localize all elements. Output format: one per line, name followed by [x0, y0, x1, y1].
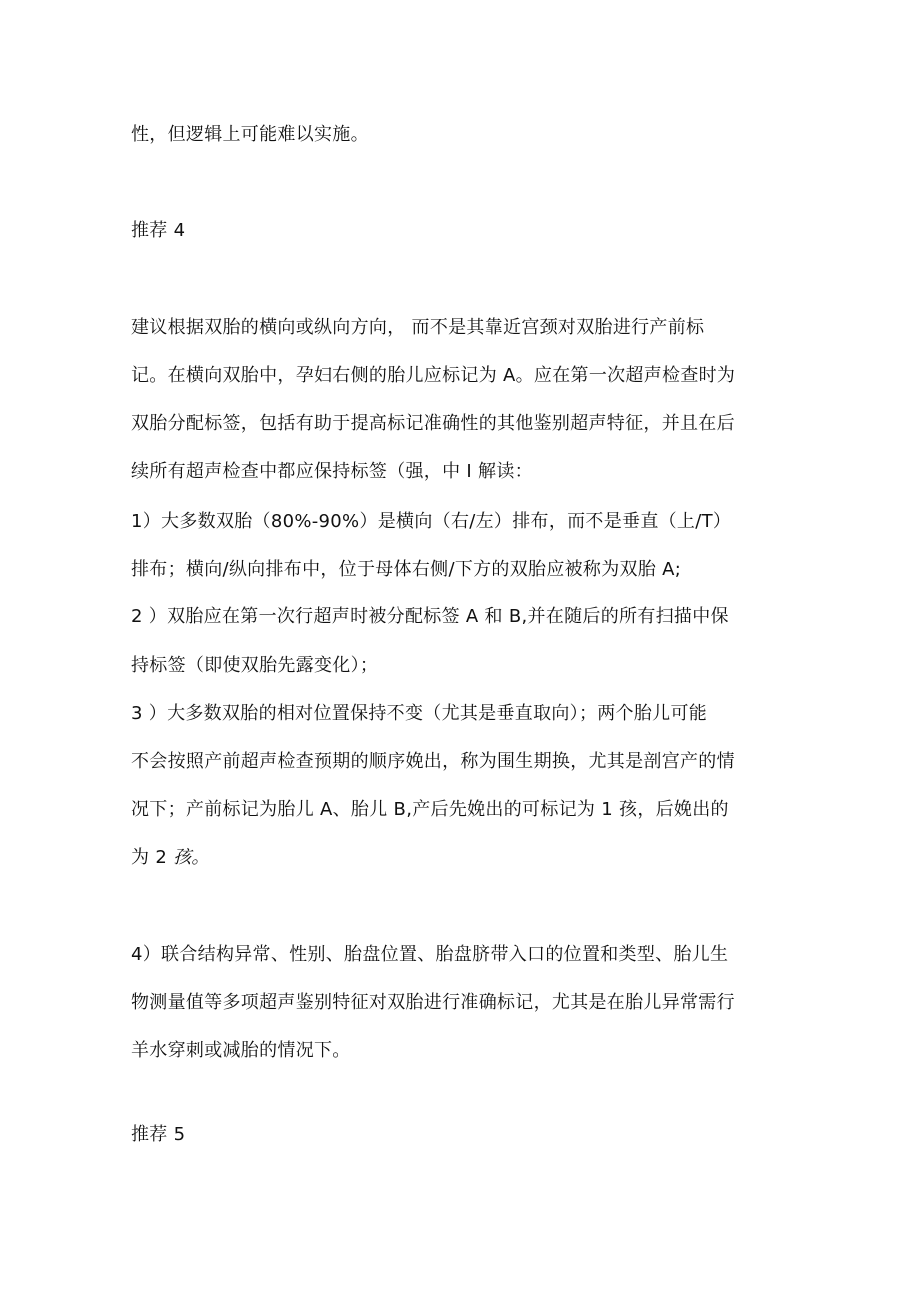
point2-line-1: 2 ）双胎应在第一次行超声时被分配标签 A 和 B,并在随后的所有扫描中保 — [131, 606, 729, 627]
point4-line-1: 4）联合结构异常、性别、胎盘位置、胎盘脐带入口的位置和类型、胎儿生 — [131, 944, 729, 965]
point3-line-1: 3 ）大多数双胎的相对位置保持不变（尤其是垂直取向）；两个胎儿可能 — [131, 703, 708, 724]
rec4-line-3: 双胎分配标签，包括有助于提高标记准确性的其他鉴别超声特征，并且在后 — [131, 413, 735, 434]
point4-line-3: 羊水穿刺或减胎的情况下。 — [131, 1040, 351, 1061]
intro-line: 性，但逻辑上可能难以实施。 — [131, 124, 369, 145]
heading-recommendation-5: 推荐 5 — [131, 1124, 186, 1145]
point3-line-3: 况下；产前标记为胎儿 A、胎儿 B,产后先娩出的可标记为 1 孩，后娩出的 — [131, 799, 729, 820]
rec4-line-2: 记。在横向双胎中，孕妇右侧的胎儿应标记为 A。应在第一次超声检查时为 — [131, 365, 736, 386]
point3-line-2: 不会按照产前超声检查预期的顺序娩出，称为围生期换，尤其是剖宫产的情 — [131, 751, 735, 772]
point3-last-script: 孩。 — [173, 847, 210, 868]
point3-line-4 — [131, 846, 210, 870]
point1-line-2: 排布；横向/纵向排布中，位于母体右侧/下方的双胎应被称为双胎 A; — [131, 559, 682, 580]
rec4-line-4: 续所有超声检查中都应保持标签（强，中 I 解读： — [131, 461, 533, 482]
rec4-line-1: 建议根据双胎的横向或纵向方向， 而不是其靠近宫颈对双胎进行产前标 — [131, 317, 705, 338]
point1-line-1: 1）大多数双胎（80%-90%）是横向（右/左）排布，而不是垂直（上/T） — [131, 511, 732, 532]
heading-recommendation-4: 推荐 4 — [131, 220, 186, 241]
point2-line-2: 持标签（即使双胎先露变化）； — [131, 655, 379, 676]
point3-last-prefix: 为 2 — [131, 847, 174, 868]
point4-line-2: 物测量值等多项超声鉴别特征对双胎进行准确标记，尤其是在胎儿异常需行 — [131, 992, 735, 1013]
